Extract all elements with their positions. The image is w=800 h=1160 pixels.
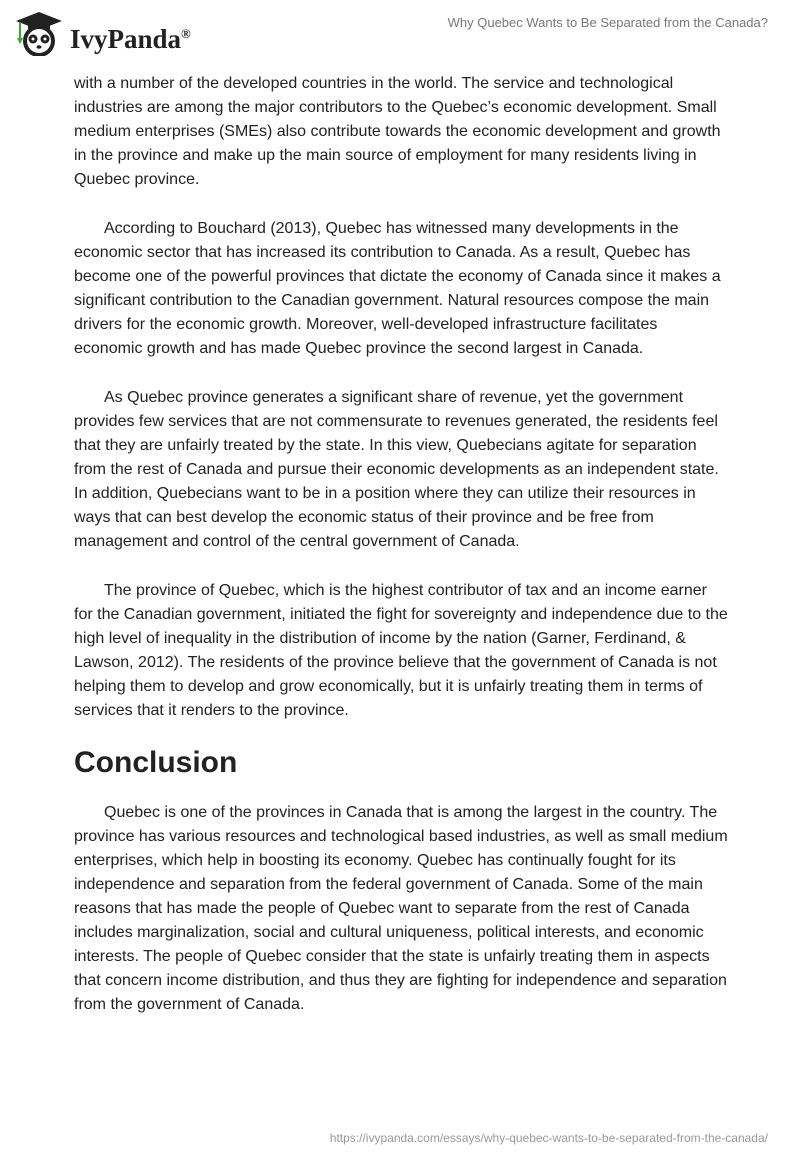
paragraph: with a number of the developed countries in the world. The service and technological industries are among the major contributors to the Quebec’s economic development. Small medium enterprises (SMEs) also contribute towards the economic development and growth in the province and make up the main source of employment for many residents living in Quebec province. [74, 75, 721, 188]
section-heading: Conclusion [74, 746, 238, 779]
paragraph: As Quebec province generates a significant share of revenue, yet the government provides few services that are not commensurate to revenues generated, the residents feel that they are unfairly treated by the state. In this view, Quebecians agitate for separation from the rest of Canada and pursue their economic developments as an independent state. In addition, Quebecians want to be in a position where they can utilize their resources in ways that can best develop the economic status of their province and be free from management and control of the central government of Canada. [74, 389, 719, 550]
essay-content [74, 72, 730, 1042]
paragraph: The province of Quebec, which is the highest contributor of tax and an income earner for the Canadian government, initiated the fight for sovereignty and independence due to the high level of inequality in the distribution of income by the nation (Garner, Ferdinand, & Lawson, 2012). The residents of the province believe that the government of Canada is not helping them to develop and grow economically, but it is unfairly treating them in terms of services that it renders to the province. [74, 582, 728, 719]
brand-name: IvyPanda® [70, 23, 191, 54]
ivypanda-logo[interactable] [14, 10, 191, 56]
document-title: Why Quebec Wants to Be Separated from the Canada? [447, 15, 768, 30]
source-url[interactable]: https://ivypanda.com/essays/why-quebec-wants-to-be-separated-from-the-canada/ [329, 1131, 768, 1145]
paragraph: According to Bouchard (2013), Quebec has witnessed many developments in the economic sector that has increased its contribution to Canada. As a result, Quebec has become one of the powerful provinces that dictate the economy of Canada since it makes a significant contribution to the Canadian government. Natural resources compose the main drivers for the economic growth. Moreover, well-developed infrastructure facilitates economic growth and has made Quebec province the second largest in Canada. [74, 220, 721, 357]
panda-graduate-icon [14, 10, 64, 56]
paragraph: Quebec is one of the provinces in Canada that is among the largest in the country. The province has various resources and technological based industries, as well as small medium enterprises, which help in boosting its economy. Quebec has continually fought for its independence and separation from the federal government of Canada. Some of the main reasons that has made the people of Quebec want to separate from the rest of Canada includes marginalization, social and cultural uniqueness, political interests, and economic interests. The people of Quebec consider that the state is unfairly treating them in aspects that concern income distribution, and thus they are fighting for independence and separation from the government of Canada. [74, 804, 728, 1013]
